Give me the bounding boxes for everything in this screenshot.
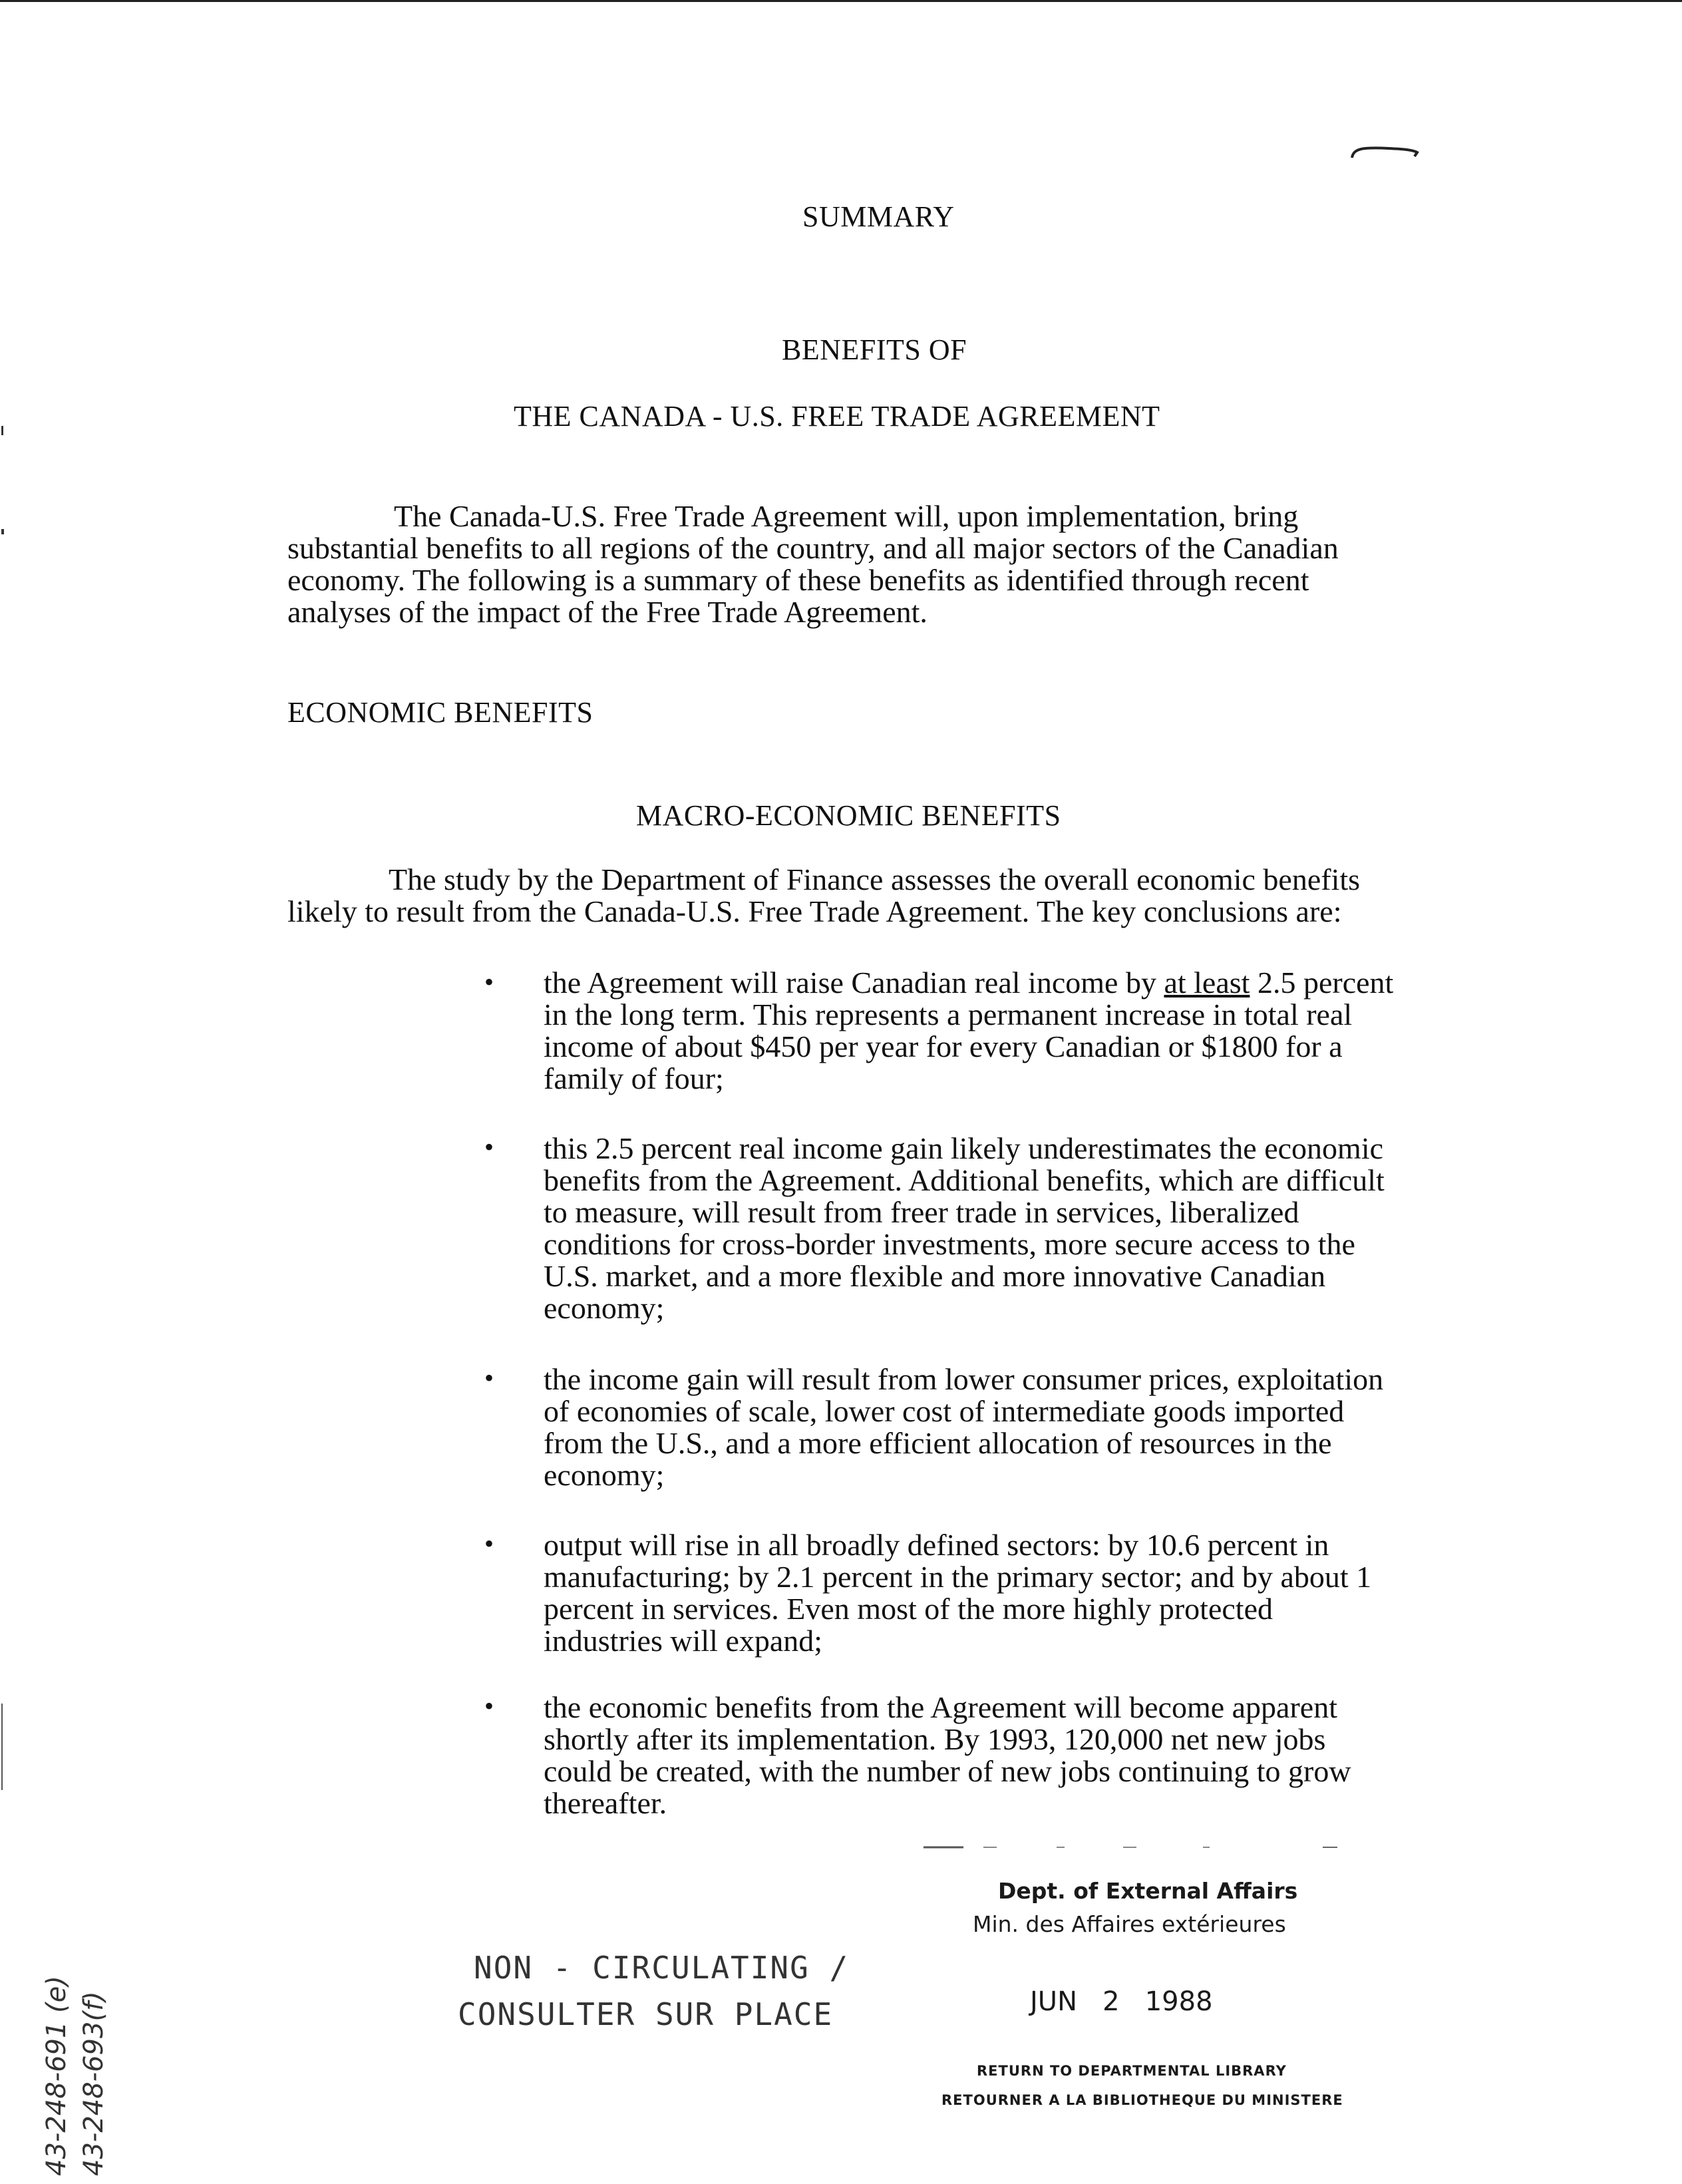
intro-line: substantial benefits to all regions of the country, and all major sectors of the Canadian	[287, 531, 1339, 565]
emphasis-at-least: at least	[1164, 966, 1250, 1000]
bullet-line: family of four;	[544, 1061, 724, 1095]
bullet-line: the income gain will result from lower consumer prices, exploitation	[544, 1362, 1384, 1396]
handwritten-call-number-1: 43-248-691 (e)	[41, 1976, 72, 2176]
bullet-line: could be created, with the number of new jobs continuing to grow	[544, 1754, 1351, 1788]
stamp-date: JUN 2 1988	[1030, 1986, 1213, 2017]
lead-line: The study by the Department of Finance assesses the overall economic benefits	[389, 862, 1361, 896]
bullet-line: industries will expand;	[544, 1624, 823, 1658]
bullet-line: this 2.5 percent real income gain likely underestimates the economic	[544, 1131, 1384, 1165]
bullet-line: output will rise in all broadly defined sectors: by 10.6 percent in	[544, 1528, 1329, 1562]
handwritten-corner-mark	[1349, 143, 1423, 163]
scan-top-edge	[0, 0, 1682, 2]
bullet-item-2	[544, 1133, 1488, 1324]
bullet-line: to measure, will result from freer trade in services, liberalized	[544, 1195, 1299, 1229]
bullet-line: benefits from the Agreement. Additional benefits, which are difficult	[544, 1163, 1385, 1197]
bullet-line: of economies of scale, lower cost of intermediate goods imported	[544, 1394, 1345, 1428]
bullet-line: the economic benefits from the Agreement will become apparent	[544, 1690, 1337, 1724]
bullet-dot: •	[484, 1132, 494, 1162]
bullet-line: shortly after its implementation. By 1993, 120,000 net new jobs	[544, 1722, 1326, 1756]
subsection-heading: MACRO-ECONOMIC BENEFITS	[636, 799, 1061, 832]
bullet-dot: •	[484, 1529, 494, 1558]
intro-line: The Canada-U.S. Free Trade Agreement will, upon implementation, bring	[394, 499, 1299, 533]
bullet-line: conditions for cross-border investments, more secure access to the	[544, 1227, 1355, 1261]
bullet-line: percent in services. Even most of the more highly protected	[544, 1592, 1273, 1626]
stamp-divider	[924, 1841, 1349, 1845]
bullet-line: economy;	[544, 1291, 665, 1325]
intro-line: analyses of the impact of the Free Trade Agreement.	[287, 595, 927, 629]
bullet-dot: •	[484, 1363, 494, 1393]
stamp-dept-en: Dept. of External Affairs	[998, 1878, 1298, 1904]
bullet-item-4	[544, 1529, 1488, 1657]
document-title-line1: BENEFITS OF	[782, 333, 967, 366]
bullet-item-3	[544, 1364, 1488, 1491]
intro-line: economy. The following is a summary of these benefits as identified through recent	[287, 563, 1309, 597]
bullet-line: in the long term. This represents a permanent increase in total real	[544, 998, 1353, 1031]
document-title-line2: THE CANADA - U.S. FREE TRADE AGREEMENT	[514, 400, 1160, 433]
bullet-line: U.S. market, and a more flexible and more innovative Canadian	[544, 1259, 1326, 1293]
scan-margin-mark	[1, 426, 3, 435]
stamp-consulter-sur-place: CONSULTER SUR PLACE	[458, 1996, 834, 2032]
lead-paragraph	[287, 864, 1458, 928]
stamp-non-circulating: NON - CIRCULATING /	[474, 1950, 850, 1986]
stamp-dept-fr: Min. des Affaires extérieures	[973, 1911, 1286, 1937]
summary-title: SUMMARY	[802, 200, 955, 233]
handwritten-call-number-2: 43-248-693(f)	[79, 1991, 109, 2176]
bullet-item-5	[544, 1692, 1488, 1819]
section-heading: ECONOMIC BENEFITS	[287, 696, 593, 729]
scan-margin-mark	[1, 529, 4, 534]
stamp-return-fr: RETOURNER A LA BIBLIOTHEQUE DU MINISTERE	[941, 2092, 1343, 2108]
bullet-item-1	[544, 967, 1488, 1095]
bullet-line: the Agreement will raise Canadian real income by at least 2.5 percent	[544, 966, 1394, 1000]
scan-margin-mark	[1, 1704, 3, 1790]
bullet-dot: •	[484, 967, 494, 997]
intro-paragraph	[287, 500, 1458, 628]
bullet-line: thereafter.	[544, 1786, 667, 1820]
bullet-dot: •	[484, 1691, 494, 1721]
bullet-line: manufacturing; by 2.1 percent in the primary sector; and by about 1	[544, 1560, 1372, 1594]
bullet-line: income of about $450 per year for every Canadian or $1800 for a	[544, 1029, 1343, 1063]
bullet-line: from the U.S., and a more efficient allocation of resources in the	[544, 1426, 1332, 1460]
bullet-line: economy;	[544, 1458, 665, 1492]
lead-line: likely to result from the Canada-U.S. Free Trade Agreement. The key conclusions are:	[287, 894, 1342, 928]
stamp-return-en: RETURN TO DEPARTMENTAL LIBRARY	[977, 2063, 1287, 2079]
